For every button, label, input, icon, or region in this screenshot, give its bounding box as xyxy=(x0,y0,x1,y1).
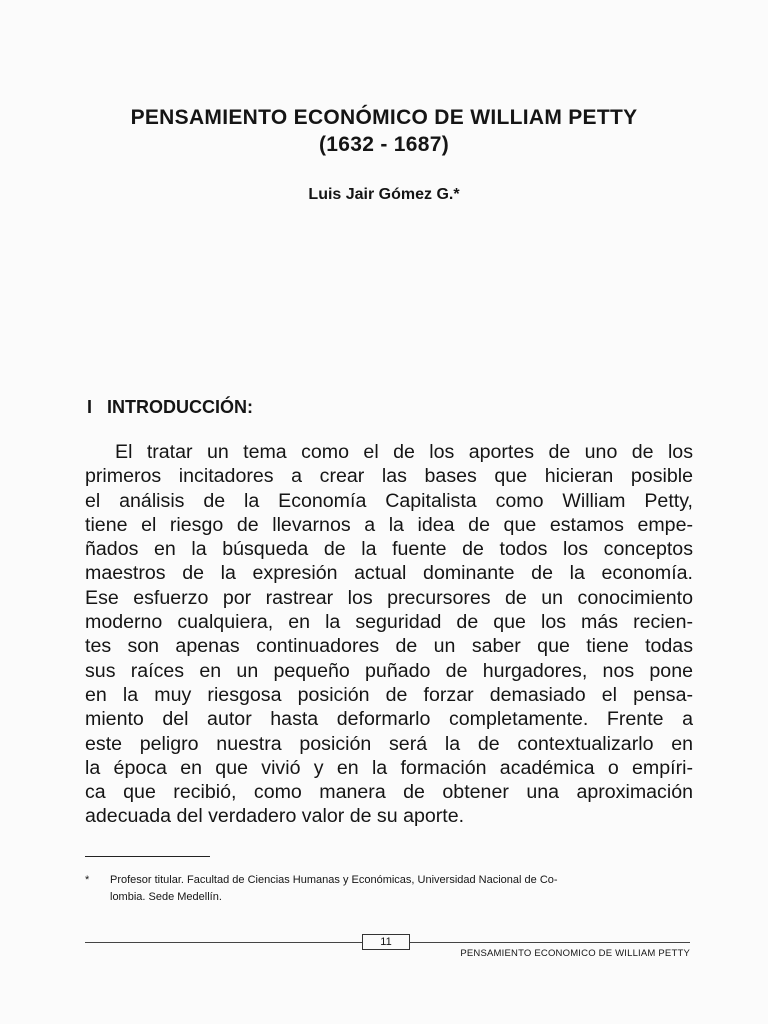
footnote xyxy=(85,872,690,906)
body-line: la época en que vivió y en la formación académica o empíri- xyxy=(85,756,693,779)
body-paragraph xyxy=(85,440,693,829)
section-number: I xyxy=(87,397,93,417)
body-line: primeros incitadores a crear las bases que hicieran posible xyxy=(85,465,693,488)
body-line: Ese esfuerzo por rastrear los precursores de un conocimiento xyxy=(85,586,693,609)
running-head: PENSAMIENTO ECONOMICO DE WILLIAM PETTY xyxy=(460,948,690,959)
body-line: este peligro nuestra posición será la de contextualizarlo en xyxy=(85,732,693,755)
footnote-line: lombia. Sede Medellín. xyxy=(110,891,222,903)
body-line: tes son apenas continuadores de un saber que tiene todas xyxy=(85,635,693,658)
page-number: 11 xyxy=(362,934,410,950)
body-line: El tratar un tema como el de los aportes de uno de los xyxy=(115,441,693,463)
body-line: ñados en la búsqueda de la fuente de todos los conceptos xyxy=(85,538,693,561)
section-title: INTRODUCCIÓN: xyxy=(107,397,254,417)
body-line: maestros de la expresión actual dominante de la economía. xyxy=(85,562,693,585)
body-line: adecuada del verdadero valor de su aporte. xyxy=(85,805,465,828)
footnote-divider xyxy=(85,856,210,857)
body-line: sus raíces en un pequeño puñado de hurgadores, nos pone xyxy=(85,659,693,682)
body-line: en la muy riesgosa posición de forzar demasiado el pensa- xyxy=(85,683,693,706)
article-title: PENSAMIENTO ECONÓMICO DE WILLIAM PETTY xyxy=(130,106,638,129)
article-title-dates: (1632 - 1687) xyxy=(319,133,449,156)
body-line: miento del autor hasta deformarlo completamente. Frente a xyxy=(85,708,693,731)
section-heading xyxy=(87,397,253,418)
footnote-line: Profesor titular. Facultad de Ciencias Humanas y Económicas, Universidad Nacional de Co- xyxy=(110,874,558,886)
footnote-mark: * xyxy=(85,874,90,886)
body-line: moderno cualquiera, en la seguridad de que los más recien- xyxy=(85,611,693,634)
footer-divider-left xyxy=(85,942,362,943)
footer-divider-right xyxy=(410,942,690,943)
body-line: el análisis de la Economía Capitalista como William Petty, xyxy=(85,489,693,512)
body-line: tiene el riesgo de llevarnos a la idea de que estamos empe- xyxy=(85,513,693,536)
body-line: ca que recibió, como manera de obtener una aproximación xyxy=(85,781,693,804)
author-name: Luis Jair Gómez G.* xyxy=(308,186,460,203)
